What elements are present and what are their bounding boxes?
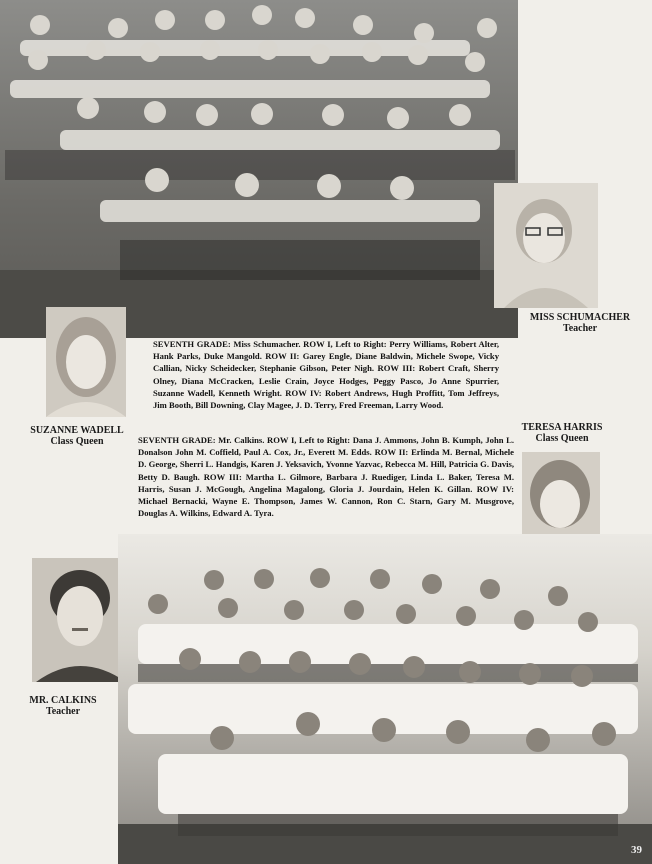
portrait-wadell	[46, 307, 126, 417]
portrait-schumacher	[494, 183, 598, 308]
caption-calkins-class: SEVENTH GRADE: Mr. Calkins. ROW I, Left to Right: Dana J. Ammons, John B. Kumph, John L. Donalson John M. Coffield, Paul A. Cox, Jr., Everett M. Edds. ROW II: Erlinda M. Bernal, Michele D. George, Sherri L. Handgis, Karen J. Yeksavich, Yvonne Yazvac, Rebecca M. Hill, Patricia G. Davis, Betty D. Baugh. ROW III: Martha L. Gilmore, Barbara J. Ruediger, Linda L. Baker, Teresa M. Harris, Susan J. McGough, Angelina Magalong, Gloria J. Jourdain, Helen K. Gillan. ROW IV: Michael Bernacki, Wayne E. Thompson, James W. Cannon, Ron C. Starn, Gary M. Musgrove, Douglas A. Wilkins, Edward A. Tyra.	[138, 435, 514, 519]
page-number: 39	[631, 844, 642, 856]
caption-schumacher-class: SEVENTH GRADE: Miss Schumacher. ROW I, Left to Right: Perry Williams, Robert Alter, Hank Parks, Duke Mangold. ROW II: Garey Engle, Diane Baldwin, Michele Swope, Vicky Callian, Nicky Scheidecker, Stephanie Gibson, Peter Nigh. ROW III: Robert Craft, Sherry Olney, Diana McCracken, Leslie Crain, Joyce Hodges, Peggy Pasco, Jo Anne Spurrier, Suzanne Wadell, Kenneth Wright. ROW IV: Robert Andrews, Hugh Proffitt, Tom Jeffreys, Jim Booth, Bill Downing, Clay Magee, J. D. Terry, Fred Freeman, Larry Wood.	[153, 339, 499, 411]
wadell-label	[10, 425, 144, 447]
harris-title: Class Queen	[535, 433, 589, 444]
schumacher-title: Teacher	[562, 323, 598, 334]
class-photo-schumacher	[0, 0, 518, 338]
harris-name: TERESA HARRIS	[521, 422, 603, 433]
harris-label	[508, 422, 616, 444]
portrait-calkins	[32, 558, 130, 682]
schumacher-label	[518, 312, 642, 334]
calkins-label	[10, 695, 116, 717]
schumacher-name: MISS SCHUMACHER	[529, 312, 631, 323]
calkins-name: MR. CALKINS	[29, 695, 97, 706]
calkins-title: Teacher	[45, 706, 81, 717]
wadell-name: SUZANNE WADELL	[30, 425, 124, 436]
class-photo-calkins	[118, 534, 652, 864]
wadell-title: Class Queen	[50, 436, 104, 447]
